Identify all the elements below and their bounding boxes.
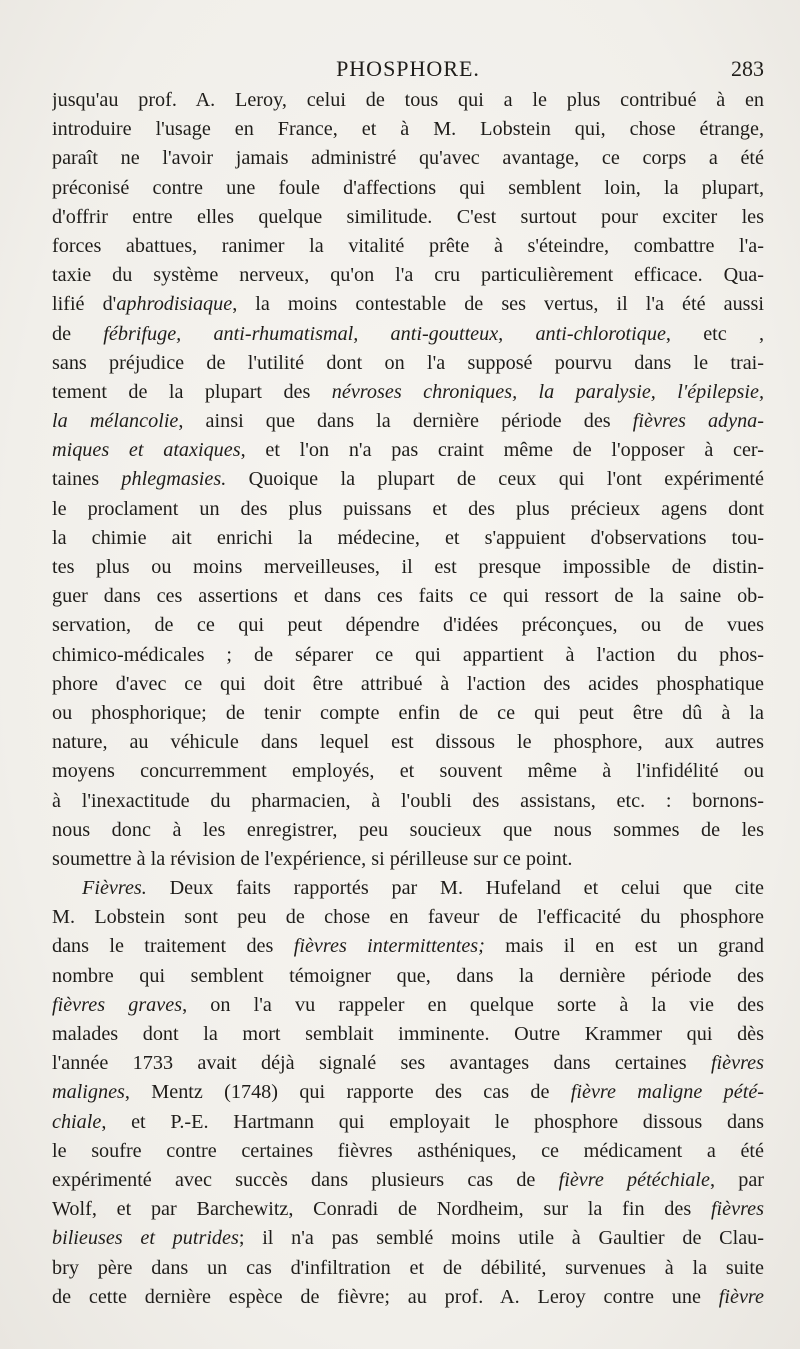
- text-line: [52, 1254, 764, 1283]
- text-line: [52, 787, 764, 816]
- italic-term: malignes: [52, 1081, 125, 1104]
- text-line: [52, 86, 764, 115]
- italic-term: phlegmasies.: [121, 468, 227, 491]
- text-segment: tement de la plupart des: [52, 380, 332, 403]
- text-segment: nature, au véhicule dans lequel est dissous le phosphore, aux autres: [52, 731, 764, 754]
- text-line: [52, 962, 764, 991]
- text-line: [52, 553, 764, 582]
- italic-term: aphrodisiaque: [116, 293, 233, 316]
- text-segment: servation, de ce qui peut dépendre d'idées préconçues, ou de vues: [52, 614, 764, 637]
- body-text: [52, 86, 764, 1312]
- text-segment: bry père dans un cas d'infiltration et de débilité, survenues à la suite: [52, 1256, 764, 1279]
- italic-term: Fièvres.: [82, 877, 147, 900]
- text-segment: , la moins contestable de ses vertus, il l'a été aussi: [232, 293, 764, 316]
- italic-term: fièvres intermittentes;: [293, 935, 485, 958]
- text-segment: forces abattues, ranimer la vitalité prête à s'éteindre, combattre l'a-: [52, 234, 764, 257]
- text-segment: , et P.-E. Hartmann qui employait le phosphore dissous dans: [101, 1110, 764, 1133]
- text-segment: , ainsi que dans la dernière période des: [178, 410, 633, 433]
- text-line: [52, 144, 764, 173]
- text-segment: , par: [709, 1168, 764, 1191]
- italic-term: bilieuses et putrides: [52, 1227, 239, 1250]
- italic-term: fièvre: [718, 1285, 764, 1308]
- italic-term: fièvres: [710, 1052, 764, 1075]
- text-segment: de cette dernière espèce de fièvre; au prof. A. Leroy contre une: [52, 1285, 719, 1308]
- text-line: [52, 582, 764, 611]
- text-segment: nous donc à les enregistrer, peu soucieux que nous sommes de les: [52, 818, 764, 841]
- text-segment: d'offrir entre elles quelque similitude. C'est surtout pour exciter les: [52, 205, 764, 228]
- running-head: [52, 56, 764, 86]
- text-line: [52, 670, 764, 699]
- text-line: [52, 115, 764, 144]
- text-segment: , etc ,: [665, 322, 764, 345]
- text-segment: chimico-médicales ; de séparer ce qui appartient à l'action du phos-: [52, 643, 764, 666]
- text-segment: , on l'a vu rappeler en quelque sorte à la vie des: [182, 993, 764, 1016]
- text-line: [52, 320, 764, 349]
- text-segment: taxie du système nerveux, qu'on l'a cru particulièrement efficace. Qua-: [52, 264, 764, 287]
- italic-term: névroses chroniques, la paralysie, l'épilepsie,: [331, 380, 764, 403]
- text-line: [52, 699, 764, 728]
- italic-term: fièvre maligne pété-: [570, 1081, 764, 1104]
- text-segment: jusqu'au prof. A. Leroy, celui de tous qui a le plus contribué à en: [52, 89, 764, 111]
- text-segment: Deux faits rapportés par M. Hufeland et celui que cite: [146, 877, 764, 900]
- text-segment: Wolf, et par Barchewitz, Conradi de Nordheim, sur la fin des: [52, 1198, 711, 1221]
- text-line: [52, 1166, 764, 1195]
- text-line: [52, 1108, 764, 1137]
- text-line: [52, 641, 764, 670]
- italic-term: miques et ataxiques: [52, 439, 241, 462]
- text-segment: phore d'avec ce qui doit être attribué à l'action des acides phosphatique: [52, 672, 764, 695]
- text-line: [52, 874, 764, 903]
- text-segment: de: [52, 322, 104, 345]
- text-segment: soumettre à la révision de l'expérience, si périlleuse sur ce point.: [52, 847, 573, 870]
- text-line: [52, 232, 764, 261]
- text-segment: , et l'on n'a pas craint même de l'opposer à cer-: [240, 439, 764, 462]
- italic-term: chiale: [52, 1110, 102, 1133]
- text-segment: expérimenté avec succès dans plusieurs cas de: [52, 1168, 559, 1191]
- text-line: [52, 1137, 764, 1166]
- text-segment: moyens concurremment employés, et souvent même à l'infidélité ou: [52, 760, 764, 783]
- text-line: [52, 524, 764, 553]
- text-segment: la chimie ait enrichi la médecine, et s'appuient d'observations tou-: [52, 526, 764, 549]
- text-segment: malades dont la mort semblait imminente. Outre Krammer qui dès: [52, 1023, 764, 1045]
- text-line: [52, 174, 764, 203]
- text-line: [52, 349, 764, 378]
- text-line: [52, 1224, 764, 1253]
- text-segment: lifié d': [52, 293, 117, 316]
- text-segment: le proclament un des plus puissans et des plus précieux agens dont: [52, 497, 764, 520]
- text-line: [52, 436, 764, 465]
- text-segment: M. Lobstein sont peu de chose en faveur de l'efficacité du phosphore: [52, 906, 764, 929]
- text-segment: préconisé contre une foule d'affections qui semblent loin, la plupart,: [52, 176, 764, 199]
- text-line: [52, 903, 764, 932]
- italic-term: fièvres: [710, 1198, 764, 1221]
- italic-term: fièvres adyna-: [632, 410, 764, 433]
- text-segment: ou phosphorique; de tenir compte enfin de ce qui peut être dû à la: [52, 701, 764, 724]
- text-line: [52, 1078, 764, 1107]
- italic-term: fièvre pétéchiale: [558, 1168, 710, 1191]
- text-segment: l'année 1733 avait déjà signalé ses avantages dans certaines: [52, 1052, 711, 1075]
- text-segment: sans préjudice de l'utilité dont on l'a supposé pourvu dans le trai-: [52, 351, 764, 374]
- text-line: [52, 1195, 764, 1224]
- text-line: [52, 378, 764, 407]
- text-segment: Quoique la plupart de ceux qui l'ont expérimenté: [226, 468, 764, 491]
- text-line: [52, 203, 764, 232]
- text-line: [52, 845, 764, 874]
- text-segment: mais il en est un grand: [484, 935, 764, 958]
- text-line: [52, 1020, 764, 1049]
- text-line: [52, 932, 764, 961]
- text-line: [52, 495, 764, 524]
- text-line: [52, 1049, 764, 1078]
- running-title: PHOSPHORE.: [336, 56, 480, 81]
- text-segment: le soufre contre certaines fièvres asthéniques, ce médicament a été: [52, 1139, 764, 1162]
- page-number: 283: [731, 56, 764, 81]
- text-line: [52, 611, 764, 640]
- text-segment: taines: [52, 468, 122, 491]
- text-line: [52, 991, 764, 1020]
- italic-term: la mélancolie: [52, 410, 179, 433]
- text-segment: tes plus ou moins merveilleuses, il est presque impossible de distin-: [52, 556, 764, 578]
- text-line: [52, 465, 764, 494]
- text-line: [52, 261, 764, 290]
- italic-term: fébrifuge, anti-rhumatismal, anti-goutteux, anti-chlorotique: [103, 322, 666, 345]
- text-segment: introduire l'usage en France, et à M. Lobstein qui, chose étrange,: [52, 118, 764, 141]
- text-line: [52, 757, 764, 786]
- text-segment: dans le traitement des: [52, 935, 294, 958]
- text-line: [52, 728, 764, 757]
- text-segment: ; il n'a pas semblé moins utile à Gaultier de Clau-: [238, 1227, 764, 1250]
- text-line: [52, 407, 764, 436]
- text-line: [52, 1283, 764, 1312]
- text-line: [52, 816, 764, 845]
- text-segment: guer dans ces assertions et dans ces faits ce qui ressort de la saine ob-: [52, 585, 764, 608]
- text-segment: paraît ne l'avoir jamais administré qu'avec avantage, ce corps a été: [52, 147, 764, 170]
- text-segment: à l'inexactitude du pharmacien, à l'oubli des assistans, etc. : bornons-: [52, 789, 764, 812]
- text-line: [52, 290, 764, 319]
- text-segment: nombre qui semblent témoigner que, dans la dernière période des: [52, 964, 764, 987]
- italic-term: fièvres graves: [52, 993, 183, 1016]
- text-segment: , Mentz (1748) qui rapporte des cas de: [124, 1081, 571, 1104]
